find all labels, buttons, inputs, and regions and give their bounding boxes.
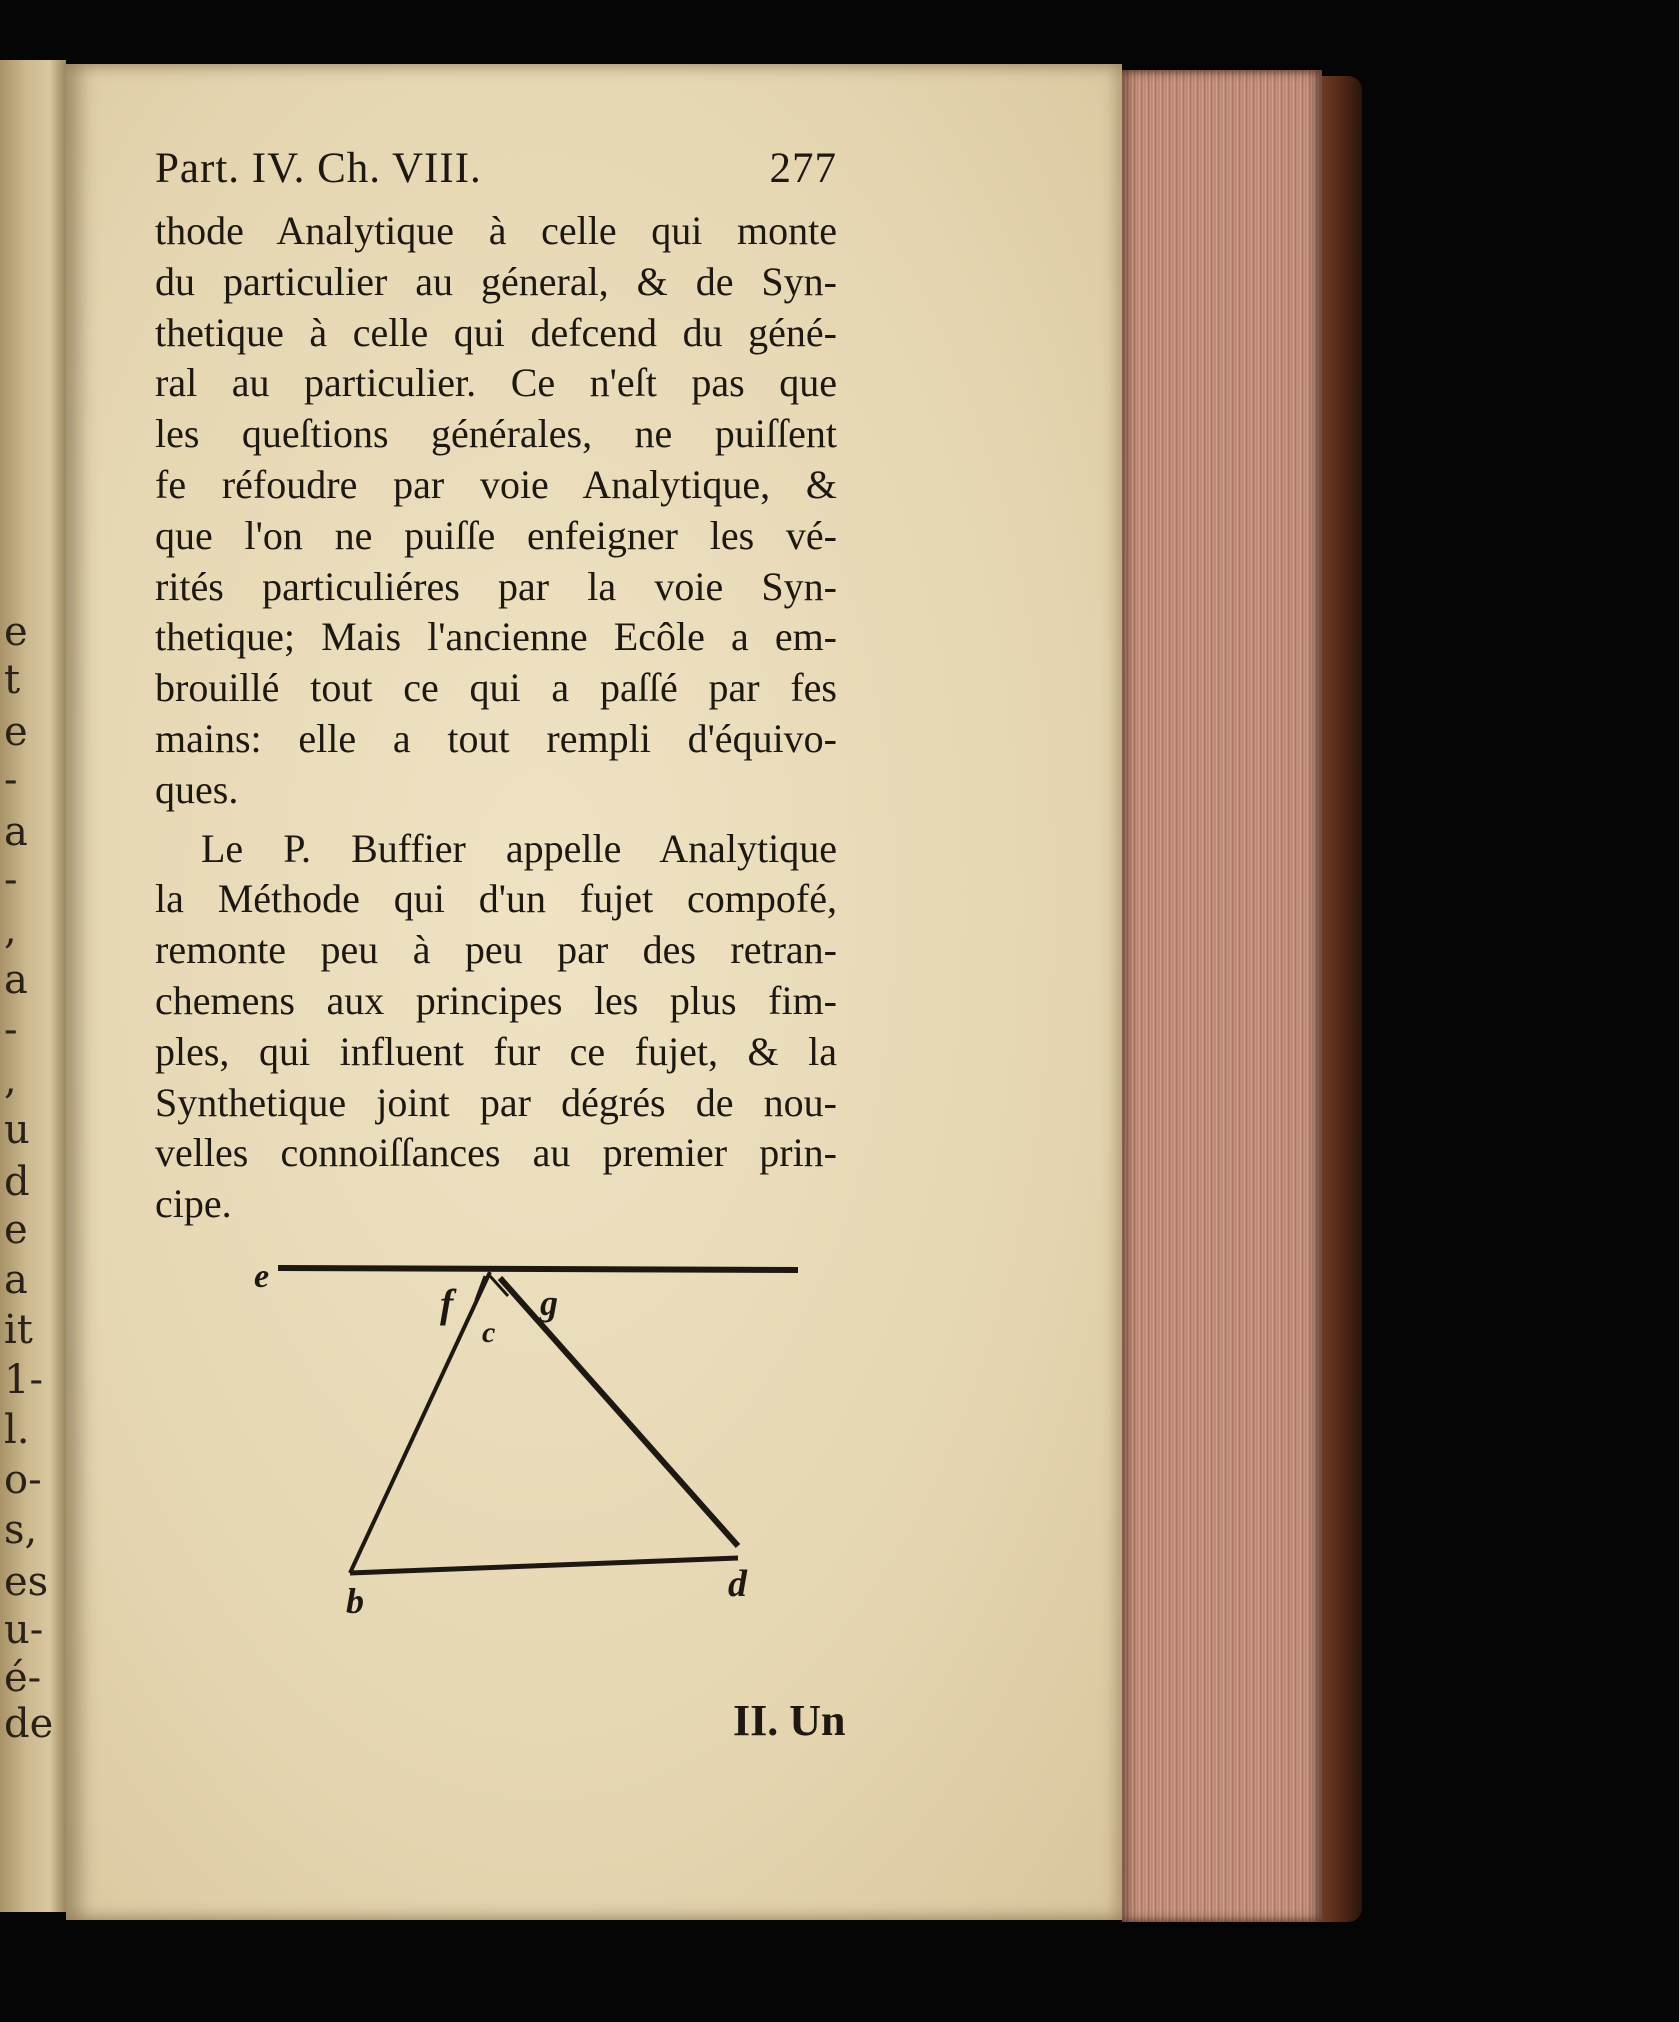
facing-page-fragment: t — [4, 657, 21, 703]
label-e: e — [254, 1258, 270, 1295]
text-line: thetique; Mais l'ancienne Ecôle a em- — [155, 614, 837, 660]
triangle-diagram-svg — [250, 1240, 810, 1640]
running-head — [155, 144, 837, 206]
facing-page-fragment: a — [4, 1257, 28, 1303]
triangle-diagram — [250, 1240, 810, 1640]
text-line: que l'on ne puiſſe enfeigner les vé- — [155, 512, 837, 558]
text-line: fe réfoudre par voie Analytique, & — [155, 461, 837, 507]
facing-page-fragment: 1- — [4, 1357, 43, 1403]
label-d: d — [728, 1563, 747, 1605]
facing-page-fragment: l. — [4, 1407, 30, 1453]
text-line: mains: elle a tout rempli d'équivo- — [155, 715, 837, 761]
facing-page-fragment: é- — [4, 1655, 42, 1701]
book-cover — [1322, 76, 1362, 1922]
facing-page-fragment: e — [4, 609, 28, 655]
text-line: velles connoiſſances au premier prin- — [155, 1130, 837, 1176]
facing-page-fragment: u- — [4, 1607, 44, 1653]
facing-page-fragment: a — [4, 957, 28, 1003]
facing-page-fragment: de — [4, 1701, 54, 1747]
facing-page-fragment: - — [4, 1007, 18, 1053]
text-line: du particulier au géneral, & de Syn- — [155, 258, 837, 304]
facing-page-fragment: - — [4, 757, 18, 803]
facing-page-fragment: es — [4, 1559, 49, 1605]
catchword: II. Un — [733, 1696, 846, 1745]
triangle-side-cb — [350, 1272, 490, 1573]
text-line: Synthetique joint par dégrés de nou- — [155, 1079, 837, 1125]
triangle-side-cd — [500, 1278, 738, 1546]
page-number: 277 — [769, 145, 837, 192]
text-line: chemens aux principes les plus fim- — [155, 977, 837, 1023]
facing-page-fragment: u — [4, 1107, 30, 1153]
facing-page-fragment: , — [4, 1057, 17, 1103]
label-g: g — [540, 1283, 558, 1323]
text-line: ples, qui influent fur ce fujet, & la — [155, 1028, 837, 1074]
text-line: Le P. Buffier appelle Analytique — [201, 825, 837, 871]
text-line: remonte peu à peu par des retran- — [155, 927, 837, 973]
paragraph-1 — [155, 206, 837, 816]
facing-page-fragment: a — [4, 809, 28, 855]
label-b: b — [346, 1581, 364, 1621]
running-head-title: Part. IV. Ch. VIII. — [155, 145, 482, 192]
facing-page-fragment: - — [4, 857, 18, 903]
text-line: thetique à celle qui defcend du géné- — [155, 309, 837, 355]
page-block-edge — [1122, 70, 1322, 1922]
facing-page-fragment: e — [4, 709, 28, 755]
text-line: thode Analytique à celle qui monte — [155, 208, 837, 253]
paragraph-2 — [155, 824, 837, 1230]
text-line: ques. — [155, 766, 239, 812]
text-line: cipe. — [155, 1181, 232, 1227]
text-line: ral au particulier. Ce n'eſt pas que — [155, 360, 837, 406]
facing-page-fragment: d — [4, 1159, 30, 1205]
facing-page-fragment: o- — [4, 1457, 42, 1503]
triangle-base-bd — [350, 1558, 738, 1573]
facing-page-edge — [0, 60, 66, 1912]
facing-page-fragment: e — [4, 1207, 28, 1253]
label-c: c — [482, 1316, 496, 1349]
text-line: rités particuliéres par la voie Syn- — [155, 563, 837, 609]
text-line: les queſtions générales, ne puiſſent — [155, 411, 837, 457]
page-text — [155, 144, 837, 1230]
facing-page-fragment: it — [4, 1307, 33, 1353]
text-line: la Méthode qui d'un fujet compofé, — [155, 876, 837, 922]
horizontal-line-e — [278, 1268, 798, 1270]
facing-page-fragment: s, — [4, 1507, 38, 1553]
text-line: brouillé tout ce qui a paſſé par fes — [155, 665, 837, 711]
label-f: f — [440, 1281, 454, 1326]
facing-page-fragment: , — [4, 907, 17, 953]
